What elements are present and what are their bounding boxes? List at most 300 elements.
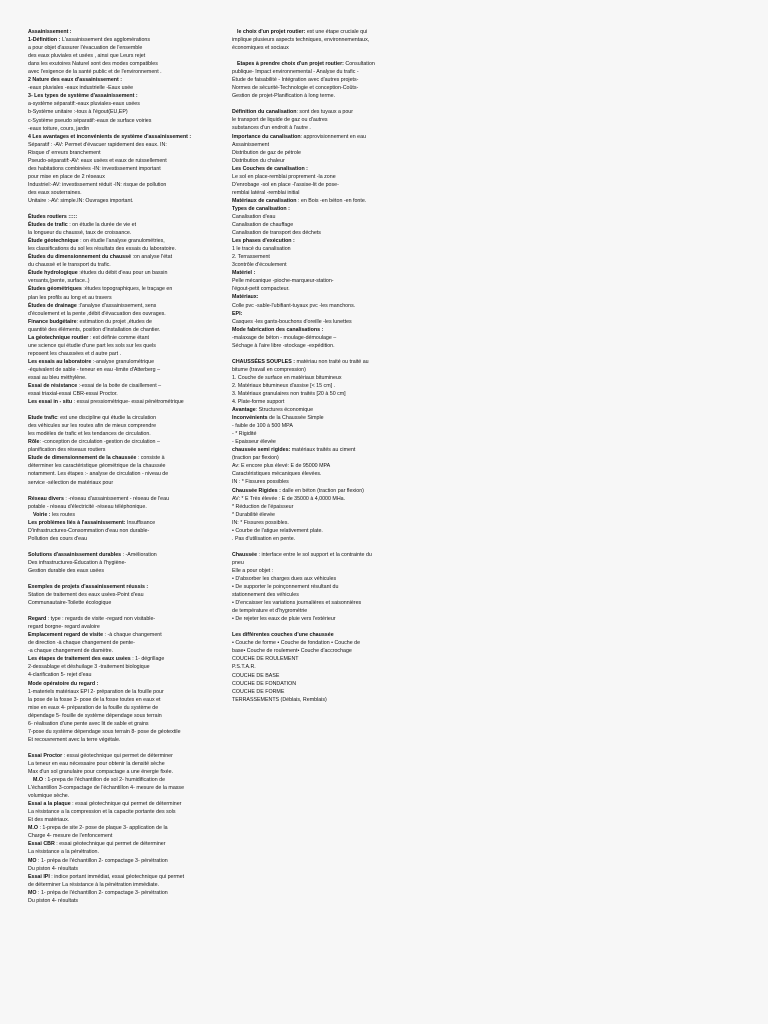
line-text: les routes [50, 511, 75, 518]
line-text: La résistance a la compression et la capacite portante des sols [28, 809, 176, 816]
line-text: Distribution du chaleur [232, 157, 285, 164]
line-text: c-Système pseudo séparatif:-eaux de surface voiries [28, 117, 152, 124]
line-text: matériaux traités au ciment [290, 447, 356, 454]
line-text: : essai pressiométrique- essai pénétrométrique [72, 399, 184, 406]
bold-term: Définition du canalisation [232, 109, 297, 116]
text-line [232, 696, 394, 704]
text-line [232, 655, 394, 663]
text-line [232, 398, 394, 406]
line-text: -eaux pluviales -eaux industrielle -Eaux usée [28, 85, 134, 92]
paragraph-gap [28, 744, 228, 752]
bold-term: Les phases d'exécution : [232, 238, 295, 245]
text-line [232, 631, 394, 639]
line-text: Et des matériaux. [28, 817, 70, 824]
line-text: Canalisation de transport des déchets [232, 230, 321, 237]
line-text: Du piston 4- résultats [28, 865, 79, 872]
line-text: * Durabilité élevée [232, 511, 275, 518]
text-line [28, 430, 228, 438]
text-line [232, 44, 394, 52]
line-text: • Couche de forme • Couche de fondation • Couche de [232, 640, 361, 647]
text-line [232, 149, 394, 157]
line-text: COUCHE DE BASE [232, 672, 280, 679]
line-text: volumique sèche. [28, 793, 70, 800]
line-text: plan les profils au long et au travers [28, 294, 112, 301]
text-line [28, 808, 228, 816]
line-text: • De supporter le poinçonnement résultant du [232, 584, 339, 591]
line-text: pneu [232, 559, 244, 566]
text-line [28, 285, 228, 293]
bold-term: Les essai in - situ [28, 399, 73, 406]
text-line [232, 647, 394, 655]
text-line [232, 672, 394, 680]
text-line [28, 261, 228, 269]
line-text: Assainissement [232, 141, 270, 148]
bold-term: Etude trafic [28, 415, 58, 422]
text-line [232, 277, 394, 285]
bold-term: Matériaux de canalisation [232, 197, 297, 204]
line-text: AV: * E Très élevée : E de 35000 à 4,0000 MHa. [232, 495, 346, 502]
text-line [28, 800, 228, 808]
text-line [28, 36, 228, 44]
line-text: essai triaxial-essai CBR-essai Proctor. [28, 391, 118, 398]
text-line [232, 567, 394, 575]
line-text: Et recouvrement avec la terre végétale. [28, 736, 121, 743]
text-line [232, 108, 394, 116]
line-text: a-système séparatif:-eaux pluviales-eaux usées [28, 101, 140, 108]
text-line [232, 414, 394, 422]
text-line [232, 28, 394, 36]
bold-term: Études routiers ::::: [28, 214, 78, 221]
text-line [232, 527, 394, 535]
line-text: a pour objet d'assurer l'évacuation de l'ensemble [28, 45, 143, 52]
line-text: Insuffisance [125, 519, 156, 526]
text-line [232, 60, 394, 68]
line-text: 1. Couche de surface en matériaux bitumineux [232, 374, 342, 381]
text-line [28, 60, 228, 68]
bold-term: Essai CBR [28, 841, 55, 848]
line-text: IN: * Fissures possibles. [232, 519, 289, 526]
text-line [28, 696, 228, 704]
text-line [28, 551, 228, 559]
line-text: : -Amélioration [121, 551, 157, 558]
line-text: potable - réseau d'électricité -réseau téléphonique. [28, 503, 147, 510]
bold-term: Emplacement regard de visite [28, 632, 104, 639]
line-text: stationnement des véhicules [232, 592, 299, 599]
text-line [28, 527, 228, 535]
bold-term: Étude hydrologique [28, 270, 78, 277]
text-line [28, 583, 228, 591]
text-line [28, 776, 228, 784]
line-text: - faible de 100 à 500 MPA [232, 423, 293, 430]
line-text: : approvisionnement en eau [300, 133, 366, 140]
line-text: des habitations combinées -IN: investissement important [28, 165, 161, 172]
bold-term: Étude géotechnique [28, 238, 79, 245]
line-text: des eaux souterraines. [28, 189, 82, 196]
text-line [232, 366, 394, 374]
line-text: Caractéristiques mécaniques élevées. [232, 471, 322, 478]
line-text: 4. Plate-forme support [232, 399, 285, 406]
text-line [28, 615, 228, 623]
text-line [232, 68, 394, 76]
line-text: dans les exutoires Naturel sont des modes compatibles [28, 61, 158, 68]
bold-term: Exemples de projets d'assainissement réussis : [28, 584, 149, 590]
text-line [232, 639, 394, 647]
line-text: reposent les chaussées et d autre part . [28, 350, 122, 357]
text-line [28, 253, 228, 261]
text-line [28, 519, 228, 527]
text-line [28, 752, 228, 760]
text-line [28, 462, 228, 470]
line-text: de direction -à chaque changement de pente- [28, 640, 135, 647]
bold-term: Les différentes couches d'une chaussée [232, 632, 334, 639]
text-line [28, 712, 228, 720]
text-line [232, 680, 394, 688]
bold-term: Études de trafic [28, 222, 68, 229]
line-text: L'assainissement des agglomérations [60, 37, 151, 44]
line-text: 1-materiels matériaux EPI 2- préparation de la fouille pour [28, 688, 164, 695]
line-text: 7-pose du système dépendage sous terrain 8- pose de géotextile [28, 728, 181, 735]
line-text: : Structures économique [255, 407, 314, 414]
text-line [28, 302, 228, 310]
text-line [28, 277, 228, 285]
text-line [28, 197, 228, 205]
line-text: 2. Matériaux bitumineux d'assise [< 15 cm] . [232, 382, 336, 389]
line-text: :l'analyse d'assainissement, sens [76, 302, 157, 309]
line-text: substances d'un endroit à l'autre . [232, 125, 311, 132]
bold-term: Etude de dimensionnement de la chaussée [28, 455, 137, 462]
text-line [28, 784, 228, 792]
line-text: Colle pvc -sable-l'ubifiant-tuyaux pvc -les manchons. [232, 302, 356, 309]
line-text: . Pas d'utilisation en pente. [232, 535, 296, 542]
text-line [232, 551, 394, 559]
text-line [232, 422, 394, 430]
text-line [28, 865, 228, 873]
text-line [28, 326, 228, 334]
text-line [232, 607, 394, 615]
line-text: : on étudie la durée de vie et [67, 222, 137, 229]
text-line [28, 229, 228, 237]
line-text: avec l'exigence de la santé public et de l'environnement . [28, 69, 162, 76]
line-text: du chaussé et le transport du trafic. [28, 262, 111, 269]
text-line [232, 310, 394, 318]
text-line [232, 583, 394, 591]
line-text: -malaxage de béton - moulage-démoulage – [232, 334, 337, 341]
text-line [232, 181, 394, 189]
line-text: implique plusieurs aspects techniques, environnementaux, [232, 37, 370, 44]
text-line [28, 881, 228, 889]
text-line [28, 559, 228, 567]
bold-term: 2 Nature des eaux d'assainissement : [28, 77, 122, 84]
line-text: Séchage à l'aire libre -stockage -expédition. [232, 342, 335, 349]
bold-term: MO [28, 857, 37, 864]
line-text: L'échantillon 3-compactage de l'échantillon 4- mesure de la masse [28, 785, 185, 792]
line-text: Gestion de projet-Planification à long terme. [232, 93, 336, 100]
text-line [28, 350, 228, 358]
text-line [28, 92, 228, 100]
text-line [232, 519, 394, 527]
text-line [28, 511, 228, 519]
line-text: Charge 4- mesure de l'enfoncement [28, 833, 113, 840]
text-line [28, 125, 228, 133]
text-line [28, 688, 228, 696]
text-line [28, 824, 228, 832]
text-line [232, 173, 394, 181]
line-text: IN : * Fissures possibles [232, 479, 289, 486]
bold-term: Etapes à prendre choix d'un projet routier: [237, 61, 344, 68]
text-line [232, 591, 394, 599]
text-line [232, 221, 394, 229]
line-text: P.S.T.A.R. [232, 664, 256, 671]
text-line [232, 454, 394, 462]
text-line [232, 133, 394, 141]
line-text: : 1-prepa de l'échantillon de sol 2- humidification de [43, 777, 166, 784]
text-line [232, 302, 394, 310]
text-line [28, 663, 228, 671]
text-line [232, 92, 394, 100]
text-line [28, 591, 228, 599]
line-text: déterminer les caractéristique géométrique de la chaussée [28, 463, 166, 470]
text-line [232, 205, 394, 213]
line-text: : essai géotechnique qui permet de déterminer [54, 841, 166, 848]
line-text: 3. Matériaux granulaires non traités [20 à 50 cm] [232, 390, 346, 397]
line-text: -a chaque changement de diamètre. [28, 648, 114, 655]
text-line [28, 728, 228, 736]
bold-term: Études géométriques [28, 286, 82, 293]
paragraph-gap [232, 52, 394, 60]
line-text: : -réseau d'assainissement - réseau de l'eau [63, 495, 170, 502]
text-line [232, 189, 394, 197]
text-line [232, 358, 394, 366]
bold-term: le choix d'un projet routier: [237, 29, 306, 35]
text-line [28, 792, 228, 800]
line-text: : type : regards de visite -regard non visitable- [46, 616, 156, 623]
bold-term: Essai IPI [28, 873, 50, 880]
bold-term: 3- Les types de système d'assainissement : [28, 93, 138, 100]
text-line [28, 736, 228, 744]
line-text: service -sélection de matériaux pour [28, 479, 114, 486]
text-line [232, 318, 394, 326]
text-line [232, 374, 394, 382]
line-text: :on analyse l'état [131, 254, 173, 261]
line-text: • Courbe de l'atigue relativement plate. [232, 527, 323, 534]
text-line [232, 511, 394, 519]
text-line [28, 599, 228, 607]
bold-term: 4 Les avantages et inconvénients de système d'assainissement : [28, 133, 192, 140]
text-line [232, 116, 394, 124]
text-line [28, 647, 228, 655]
text-line [28, 68, 228, 76]
line-text: Av: E encore plus élevé: E de 95000 MPA [232, 463, 331, 470]
line-text: (traction par flexion) [232, 455, 279, 462]
text-line [232, 197, 394, 205]
paragraph-gap [28, 205, 228, 213]
bold-term: Les étapes de traitement des eaux usées [28, 656, 131, 663]
line-text: Séparatif : -AV: Permet d'évacuer rapidement des eaux. IN: [28, 141, 167, 148]
text-line [28, 390, 228, 398]
text-line [28, 840, 228, 848]
line-text: COUCHE DE ROULEMENT [232, 656, 299, 663]
line-text: Pelle mécanique -pioche-marqueur-station- [232, 278, 334, 285]
text-line [232, 487, 394, 495]
line-text: une science qui étudie d'une part les sols sur les quels [28, 342, 156, 349]
text-line [28, 28, 228, 36]
line-text: - * Rigidité [232, 431, 257, 438]
line-text: de déterminer La résistance à la pénétration immédiate. [28, 881, 160, 888]
text-line [28, 52, 228, 60]
text-line [232, 535, 394, 543]
text-line [28, 873, 228, 881]
text-line [28, 422, 228, 430]
line-text: Canalisation de chauffage [232, 222, 294, 229]
line-text: mise en eaux 4- préparation de la fouille du système de [28, 704, 159, 711]
line-text: : essai géotechnique qui permet de déterminer [70, 801, 182, 808]
line-text: Canalisation d'eau [232, 213, 276, 220]
line-text: Station de traitement des eaux usées-Point d'eau [28, 592, 144, 599]
line-text: : est définie comme étant [88, 334, 149, 341]
bold-term: Solutions d'assainissement durables [28, 551, 122, 558]
line-text: versants,(pente, surface..) [28, 278, 90, 285]
bold-term: EPI: [232, 310, 243, 317]
line-text: remblai latéral -remblai initial [232, 189, 300, 196]
line-text: 4-clarification 5- rejet d'eau [28, 672, 92, 679]
line-text: 2. Terrassement [232, 254, 270, 261]
text-line [28, 495, 228, 503]
line-text: Consultation [343, 61, 375, 68]
text-line [28, 639, 228, 647]
text-line [28, 133, 228, 141]
text-line [232, 157, 394, 165]
line-text: Elle a pour objet : [232, 567, 274, 574]
text-line [28, 269, 228, 277]
text-line [28, 631, 228, 639]
text-line [28, 704, 228, 712]
bold-term: M.O [33, 777, 44, 784]
bold-term: Les problèmes liés à l'assainissement: [28, 519, 126, 526]
text-line [28, 414, 228, 422]
line-text: * Réduction de l'épaisseur [232, 503, 294, 510]
text-line [232, 334, 394, 342]
text-line [28, 245, 228, 253]
line-text: est une étape cruciale qui [305, 29, 368, 35]
bold-term: Essai Proctor [28, 752, 63, 759]
paragraph-gap [232, 623, 394, 631]
line-text: quantité des éléments, position d'installation de chantier. [28, 326, 161, 333]
line-text: Risque d' erreurs branchement [28, 149, 101, 156]
text-line [28, 149, 228, 157]
text-line [28, 438, 228, 446]
text-line [28, 857, 228, 865]
line-text: d'écoulement et la pente ,débit d'évacuation des ouvrages. [28, 310, 166, 317]
line-text: COUCHE DE FORME [232, 688, 285, 695]
bold-term: Matériaux: [232, 294, 259, 301]
line-text: publique- Impact environnemental - Analyse du trafic - [232, 69, 359, 76]
text-line [28, 889, 228, 897]
line-text: le transport de liquide de gaz ou d'autres [232, 117, 328, 124]
text-line [28, 398, 228, 406]
line-text: Le sol en place-remblai proprement -la zone [232, 173, 336, 180]
line-text: • De rejeter les eaux de pluie vers l'extérieur [232, 616, 336, 623]
line-text: :études du débit d'eau pour un bassin [77, 270, 168, 277]
line-text: l'égout-petit compacteur. [232, 286, 290, 293]
line-text: :-analyse granulométrique [91, 358, 155, 365]
line-text: de température et d'hygrométrie [232, 608, 308, 615]
text-line [232, 165, 394, 173]
text-line [28, 100, 228, 108]
paragraph-gap [28, 607, 228, 615]
text-line [28, 318, 228, 326]
text-line [232, 559, 394, 567]
line-text: Unitaire :-AV: simple.IN: Ouvrages important. [28, 197, 134, 204]
paragraph-gap [28, 543, 228, 551]
bold-term: Mode opératoire du regard : [28, 680, 99, 687]
bold-term: Les essais au laboratoire [28, 358, 92, 365]
bold-term: La géotechnique routier [28, 334, 89, 341]
line-text: bitume (travail en compression) [232, 366, 306, 373]
paragraph-gap [232, 350, 394, 358]
bold-term: Types de canalisation : [232, 205, 290, 212]
text-line [232, 438, 394, 446]
line-text: • D'encaisser les variations journalières et saisonnières [232, 600, 362, 607]
text-line [28, 768, 228, 776]
text-line [232, 615, 394, 623]
text-line [28, 358, 228, 366]
line-text: les modèles de trafic et les tendances de circulation. [28, 431, 151, 438]
line-text: base• Couche de roulement• Couche d'accrochage [232, 648, 352, 655]
line-text: COUCHE DE FONDATION [232, 680, 297, 687]
line-text: Gestion durable des eaux usées [28, 567, 104, 574]
bold-term: Regard [28, 616, 47, 623]
text-line [232, 293, 394, 301]
line-text: de la Chaussée Simple [267, 415, 324, 422]
text-line [28, 816, 228, 824]
text-line [28, 165, 228, 173]
line-text: Distribution de gaz de pétrole [232, 149, 301, 156]
text-line [28, 213, 228, 221]
line-text: TERRASSEMENTS (Déblais, Remblais) [232, 696, 327, 703]
line-text: : -conception de circulation -gestion de circulation – [39, 439, 160, 446]
line-text: La teneur en eau nécessaire pour obtenir la densité sèche [28, 760, 165, 767]
paragraph-gap [28, 406, 228, 414]
line-text: Industriel:-AV: investissement réduit -IN: risque de pollution [28, 181, 167, 188]
line-text: pour mise en place de 2 réseaux [28, 173, 105, 180]
line-text: b-Système unitaire :-tous à l'égout(EU,EP) [28, 109, 128, 116]
line-text: : indice portant immédiat, essai géotechnique qui permet [49, 873, 185, 880]
bold-term: Assainissement : [28, 29, 72, 35]
text-line [28, 567, 228, 575]
text-line [28, 157, 228, 165]
text-line [28, 189, 228, 197]
bold-term: Chaussée Rigides : [232, 487, 281, 494]
text-line [232, 342, 394, 350]
text-line [232, 503, 394, 511]
bold-term: Études de drainage [28, 302, 77, 309]
text-line [28, 671, 228, 679]
text-line [232, 382, 394, 390]
paragraph-gap [232, 543, 394, 551]
text-line [28, 173, 228, 181]
text-line [232, 575, 394, 583]
bold-term: Chaussée [232, 551, 258, 558]
line-text: : interface entre le sol support et la contrainte du [257, 551, 372, 558]
text-line [28, 680, 228, 688]
right-column [232, 28, 394, 704]
line-text: essai au bleu méthylène. [28, 374, 87, 381]
paragraph-gap [28, 487, 228, 495]
line-text: -eaux toiture, cours, jardin [28, 125, 90, 132]
paragraph-gap [28, 575, 228, 583]
text-line [28, 117, 228, 125]
bold-term: Finance budgétaire [28, 318, 77, 325]
